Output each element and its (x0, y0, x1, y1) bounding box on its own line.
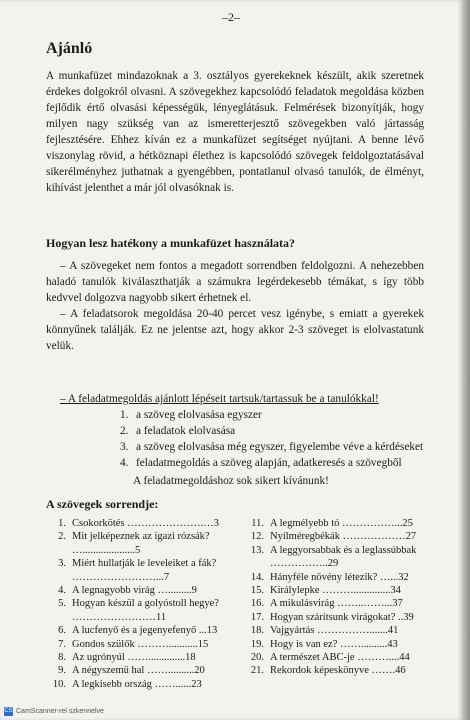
toc-item-number: 5. (58, 598, 66, 610)
step-item (120, 423, 430, 439)
page-edge (462, 0, 470, 720)
page-number: –2– (222, 10, 240, 24)
toc-item-number: 8. (58, 652, 66, 664)
usage-steps-intro: – A feladatmegoldás ajánlott lépéseit tartsuk/tartassuk be a tanulókkal! (60, 393, 379, 405)
toc-item-title: Királylepke ………..............34 (270, 585, 401, 597)
camscanner-logo-icon: CS (4, 708, 13, 714)
toc-item-number: 17. (250, 611, 264, 623)
toc-item-number: 18. (250, 625, 264, 637)
scanner-watermark (4, 707, 104, 716)
toc-item (246, 611, 432, 624)
toc-item-number: 11. (251, 518, 264, 529)
toc-item-title: Miért hullatják le leveleiket a fák? ……………………...7 (72, 558, 217, 583)
step-text: feladatmegoldás a szöveg alapján, adatkeresés a szövegből (136, 457, 402, 469)
toc-item (246, 597, 432, 610)
toc-item-title: Gondos szülők ………...........15 (72, 638, 209, 650)
toc-item-number: 3. (58, 558, 66, 570)
toc-item (246, 624, 432, 637)
toc-item (48, 624, 234, 637)
toc-item (246, 544, 432, 571)
toc-item-title: Hányféle növény létezik? …...32 (270, 571, 409, 583)
toc-item-number: 9. (58, 665, 66, 677)
toc-item-title: Hogy is van ez? ……..........43 (270, 638, 398, 650)
toc-item-title: Mit jelképeznek az igazi rózsák? …....................5 (72, 531, 210, 556)
toc-item (48, 651, 234, 664)
toc-item-number: 16. (250, 598, 264, 610)
toc-item-number: 10. (52, 678, 66, 690)
toc-item-title: A legnagyobb virág ….........9 (72, 585, 197, 597)
step-item (120, 407, 430, 423)
toc-item (48, 530, 234, 557)
toc-item (246, 638, 432, 651)
toc-item (246, 530, 432, 543)
toc-item (48, 664, 234, 677)
toc-item-number: 21. (250, 665, 264, 677)
toc-item-number: 6. (58, 625, 66, 637)
toc-item-number: 12. (250, 531, 264, 543)
toc-item-number: 7. (58, 638, 66, 650)
toc-item (48, 678, 234, 691)
toc-item-number: 13. (250, 544, 264, 556)
watermark-text: CamScanner-rel szkennelve (16, 708, 104, 715)
toc-item-title: A négyszemű hal ……..........20 (72, 665, 205, 677)
usage-heading: Hogyan lesz hatékony a munkafüzet használata? (46, 236, 296, 250)
step-number: 2. (120, 425, 129, 437)
toc-item-title: A legkisebb ország ……......23 (72, 678, 202, 690)
toc-item (246, 651, 432, 664)
toc-item (246, 664, 432, 677)
toc-item (48, 638, 234, 651)
toc-item-number: 15. (250, 585, 264, 597)
toc-heading: A szövegek sorrendje: (46, 497, 159, 511)
toc-item (48, 597, 234, 624)
toc-item (246, 584, 432, 597)
step-text: a szöveg elolvasása egyszer (136, 409, 262, 421)
step-text: a szöveg elolvasása még egyszer, figyelembe véve a kérdéseket (136, 441, 424, 453)
toc-item-title: A lucfenyő és a jegenyefenyő ...13 (72, 625, 218, 637)
toc-item-title: Hogyan szárítsunk virágokat? ..39 (270, 611, 414, 623)
toc-item-title: Hogyan készül a golyóstoll hegye? ……………………11 (72, 598, 219, 623)
toc-right-column (246, 517, 432, 678)
step-text: a feladatok elolvasása (136, 425, 236, 437)
closing-wish: A feladatmegoldáshoz sok sikert kívánunk! (133, 475, 329, 487)
usage-paragraph-3 (46, 391, 424, 407)
toc-item-title: Az ugrónyúl ……..............18 (72, 652, 196, 664)
toc-item-number: 1. (58, 518, 66, 529)
toc-item (48, 557, 234, 584)
toc-item (246, 517, 432, 530)
toc-item (48, 584, 234, 597)
toc-item-title: Rekordok képeskönyve …….46 (270, 665, 406, 677)
toc-item-number: 19. (250, 638, 264, 650)
toc-item-title: A leggyorsabbak és a leglassúbbak ……………..29 (270, 544, 417, 570)
toc-item-number: 4. (58, 585, 66, 597)
toc-item-number: 2. (58, 531, 66, 543)
toc-item-title: Csokorkötés ………………….…3 (72, 518, 219, 529)
step-number: 4. (120, 457, 129, 469)
toc-item (246, 571, 432, 584)
step-number: 1. (120, 409, 129, 421)
intro-paragraph: A munkafüzet mindazoknak a 3. osztályos gyerekeknek készült, akik szeretnek érdekes dolgokról olvasni. A szövegekhez kapcsolódó feladatok megoldása közben fejlődik értő olvasási képességük, lényeglátásuk. Felmérések bizonyítják, hogy milyen nagy szükség van az ismeretterjesztő szövegekben való jártasság fejlesztésére. Ehhez kíván ez a munkafüzet segítséget nyújtani. A benne lévő viszonylag rövid, a hétköznapi élethez is kapcsolódó szövegek feldolgoztatásával sikerélményhez juthatnak a gyengébben, pontatlanul olvasó tanulók, de élményt, kihívást jelenthet a már jól olvasóknak is. (46, 70, 424, 194)
steps-list (120, 407, 430, 471)
toc-item-number: 20. (250, 652, 264, 664)
step-number: 3. (120, 441, 129, 453)
section-title: Ajánló (46, 40, 93, 57)
toc-item-title: A mikulásvirág ……..……...37 (270, 598, 403, 610)
step-item (120, 455, 430, 471)
toc-item-title: A természet ABC-je ………....44 (270, 652, 410, 664)
toc-item (48, 517, 234, 530)
toc-item-title: Vajgyártás …………….......41 (270, 625, 399, 637)
usage-paragraph-1: – A szövegeket nem fontos a megadott sorrendben feldolgozni. A nehezebben haladó tanulók kiválaszthatják a számukra legérdekesebb témákat, s így több kedvvel dolgozva nagyobb sikert érhetnek el. (46, 260, 424, 304)
toc-left-column (48, 517, 234, 691)
step-item (120, 439, 430, 455)
toc-item-title: Nyílméregbékák ………………27 (270, 531, 417, 543)
toc-item-number: 14. (250, 571, 264, 583)
usage-paragraph-2: – A feladatsorok megoldása 20-40 percet vesz igénybe, s emiatt a gyerekek könnyűnek találják. Ez ne jelentse azt, hogy akkor 2-3 szöveget is elolvastatunk velük. (46, 308, 424, 352)
toc-item-title: A legmélyebb tó ……………...25 (270, 518, 413, 529)
